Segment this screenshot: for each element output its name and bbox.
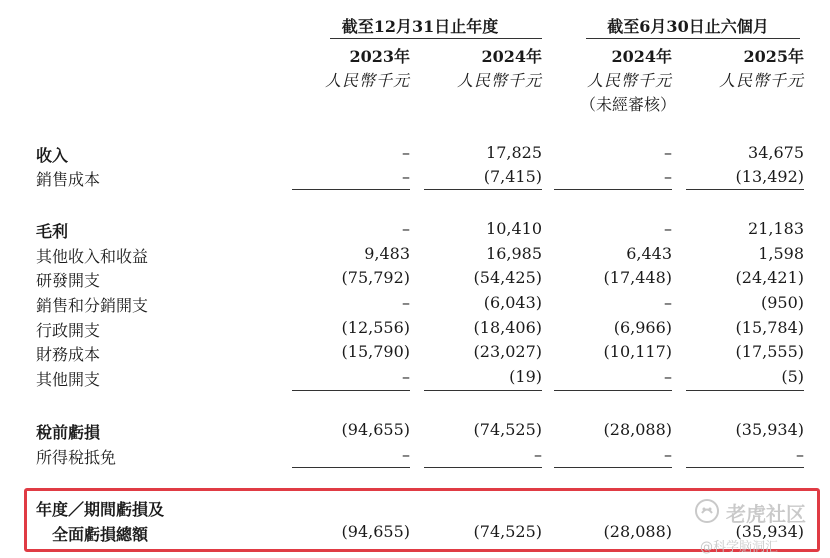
cell-revenue-2024-interim: – <box>664 143 672 162</box>
subtotal-rule <box>554 390 672 391</box>
subtotal-rule <box>292 467 410 468</box>
cell-rnd-2025-interim: (24,421) <box>735 268 804 287</box>
cell-revenue-2024: 17,825 <box>486 143 542 162</box>
period-header-6m: 截至6月30日止六個月 <box>607 17 769 36</box>
period-header-6m-rule <box>586 38 800 39</box>
column-unit-2023: 人民幣千元 <box>324 71 410 90</box>
cell-income-tax-2025-interim: – <box>796 445 804 464</box>
cell-income-tax-2023: – <box>402 445 410 464</box>
cell-cost-of-sales-2024: (7,415) <box>483 167 542 186</box>
watermark-handle: @科学脑洞汇 <box>700 540 779 555</box>
cell-other-expenses-2025-interim: (5) <box>781 367 804 386</box>
cell-total-2023: (94,655) <box>341 522 410 541</box>
cell-other-expenses-2023: – <box>402 367 410 386</box>
cell-cost-of-sales-2024-interim: – <box>664 167 672 186</box>
cell-rnd-2023: (75,792) <box>341 268 410 287</box>
column-year-2024-interim: 2024年 <box>611 47 672 66</box>
row-label-selling: 銷售和分銷開支 <box>36 296 149 315</box>
cell-admin-2024: (18,406) <box>473 318 542 337</box>
cell-rnd-2024-interim: (17,448) <box>603 268 672 287</box>
cell-selling-2023: – <box>402 293 410 312</box>
cell-total-2024-interim: (28,088) <box>603 522 672 541</box>
period-header-fy-rule <box>330 38 542 39</box>
cell-other-income-2025-interim: 1,598 <box>758 244 804 263</box>
cell-loss-before-tax-2024: (74,525) <box>473 420 542 439</box>
cell-total-2025-interim: (35,934) <box>735 522 804 541</box>
cell-admin-2024-interim: (6,966) <box>613 318 672 337</box>
subtotal-rule <box>686 189 804 190</box>
cell-rnd-2024: (54,425) <box>473 268 542 287</box>
subtotal-rule <box>686 390 804 391</box>
cell-gross-profit-2025-interim: 21,183 <box>748 219 804 238</box>
row-label-other-expenses: 其他開支 <box>36 370 101 389</box>
row-label-finance-costs: 財務成本 <box>36 345 101 364</box>
column-year-2024: 2024年 <box>481 47 542 66</box>
row-label-gross-profit: 毛利 <box>36 222 69 241</box>
column-year-2023: 2023年 <box>349 47 410 66</box>
cell-total-2024: (74,525) <box>473 522 542 541</box>
cell-selling-2025-interim: (950) <box>760 293 804 312</box>
cell-other-income-2024-interim: 6,443 <box>626 244 672 263</box>
cell-selling-2024: (6,043) <box>483 293 542 312</box>
cell-other-income-2024: 16,985 <box>486 244 542 263</box>
cell-loss-before-tax-2024-interim: (28,088) <box>603 420 672 439</box>
cell-loss-before-tax-2023: (94,655) <box>341 420 410 439</box>
row-label-rnd: 研發開支 <box>36 271 101 290</box>
row-label-other-income: 其他收入和收益 <box>36 247 149 266</box>
column-unit-2024: 人民幣千元 <box>456 71 542 90</box>
cell-cost-of-sales-2025-interim: (13,492) <box>735 167 804 186</box>
cell-finance-costs-2024-interim: (10,117) <box>603 342 672 361</box>
subtotal-rule <box>424 390 542 391</box>
subtotal-rule <box>424 189 542 190</box>
cell-income-tax-2024: – <box>534 445 542 464</box>
cell-cost-of-sales-2023: – <box>402 167 410 186</box>
total-label-line1: 年度／期間虧損及 <box>36 500 165 519</box>
cell-finance-costs-2023: (15,790) <box>341 342 410 361</box>
watermark-logo-text: 老虎社区 <box>726 502 806 526</box>
cell-admin-2025-interim: (15,784) <box>735 318 804 337</box>
cell-selling-2024-interim: – <box>664 293 672 312</box>
cell-other-expenses-2024: (19) <box>509 367 542 386</box>
subtotal-rule <box>292 189 410 190</box>
cell-revenue-2023: – <box>402 143 410 162</box>
watermark-tiger-logo-icon <box>694 498 720 524</box>
cell-finance-costs-2024: (23,027) <box>473 342 542 361</box>
column-year-2025-interim: 2025年 <box>743 47 804 66</box>
subtotal-rule <box>554 189 672 190</box>
cell-other-income-2023: 9,483 <box>364 244 410 263</box>
column-note-unaudited: （未經審核） <box>579 95 676 114</box>
cell-gross-profit-2024-interim: – <box>664 219 672 238</box>
subtotal-rule <box>554 467 672 468</box>
subtotal-rule <box>292 390 410 391</box>
cell-income-tax-2024-interim: – <box>664 445 672 464</box>
row-label-income-tax-credit: 所得稅抵免 <box>36 448 117 467</box>
cell-finance-costs-2025-interim: (17,555) <box>735 342 804 361</box>
subtotal-rule <box>686 467 804 468</box>
cell-other-expenses-2024-interim: – <box>664 367 672 386</box>
cell-revenue-2025-interim: 34,675 <box>748 143 804 162</box>
total-label-line2: 全面虧損總額 <box>52 525 149 544</box>
row-label-loss-before-tax: 稅前虧損 <box>36 423 101 442</box>
row-label-cost-of-sales: 銷售成本 <box>36 170 101 189</box>
row-label-admin: 行政開支 <box>36 321 101 340</box>
column-unit-2024-interim: 人民幣千元 <box>586 71 672 90</box>
subtotal-rule <box>424 467 542 468</box>
cell-gross-profit-2024: 10,410 <box>486 219 542 238</box>
cell-loss-before-tax-2025-interim: (35,934) <box>735 420 804 439</box>
row-label-revenue: 收入 <box>36 146 69 165</box>
cell-gross-profit-2023: – <box>402 219 410 238</box>
column-unit-2025-interim: 人民幣千元 <box>718 71 804 90</box>
cell-admin-2023: (12,556) <box>341 318 410 337</box>
period-header-fy: 截至12月31日止年度 <box>341 17 499 36</box>
